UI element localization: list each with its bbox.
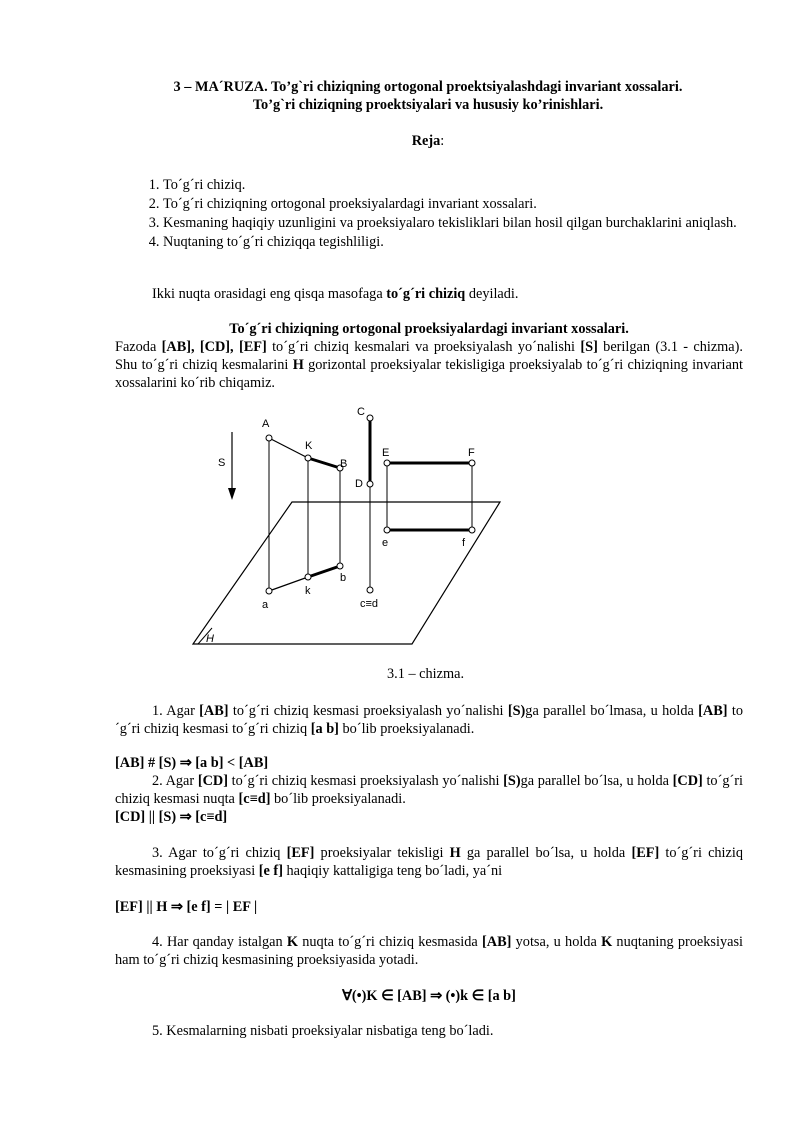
text: gorizontal proeksiyalar tekisligiga proeksiyalab to´g´ri chiziqning invariant xossalarini ko´rib chiqamiz. [115,357,743,391]
figure-caption: 3.1 – chizma. [387,666,465,682]
plan-colon: : [440,133,445,149]
point-k-proj [305,574,311,580]
text: nuqtaning proeksiyasi ham to´g´ri chiziq kesmasining proeksiyasida yotadi. [115,934,743,968]
point-f-proj [469,527,475,533]
segment-kb [308,458,340,468]
point-e-proj [384,527,390,533]
formula-text: [EF] || H ⇒ [e f] = | EF | [115,899,258,915]
text: yotsa, u holda [511,934,602,950]
label-cd: c≡d [360,598,379,610]
label-C: C [357,406,365,418]
rule-5: 5. Kesmalarning nisbati proeksiyalar nisbatiga teng bo´ladi. [152,1023,494,1039]
plan-heading [110,133,746,150]
formula-text: [AB] # [S) ⇒ [a b] < [AB] [115,755,269,771]
section-paragraph [115,338,743,392]
plan-list [116,176,793,252]
formula-3 [115,898,743,916]
plane-h [193,502,500,644]
rule-1 [115,702,743,738]
point-f [469,460,475,466]
text-bold: K [601,934,613,950]
s-arrow-head [228,488,236,500]
point-cd-proj [367,587,373,593]
definition-text: Ikki nuqta orasidagi eng qisqa masofaga [152,286,387,302]
text-bold: [e f] [258,863,283,879]
text-bold: [AB] [482,934,512,950]
section-heading-text: To´g´ri chiziqning ortogonal proeksiyalardagi invariant xossalari. [229,321,629,337]
text: bo´lib proeksiyalanadi. [338,721,475,737]
text: to´g´ri chiziq kesmasi to´g´ri chiziq [115,703,743,737]
point-a-proj [266,588,272,594]
text: ga parallel bo´lsa, u holda [460,845,632,861]
text-bold: [a b] [310,721,339,737]
point-d [367,481,373,487]
projection-figure [180,400,520,655]
label-a: a [262,599,269,611]
plan-item: 1. To´g´ri chiziq. [163,176,793,194]
definition-text-end: deyiladi. [465,286,519,302]
text: Fazoda [115,339,162,355]
text: proeksiyalar tekisligi [314,845,450,861]
label-F: F [468,447,475,459]
rule-2 [115,772,743,808]
text: to´g´ri chiziq kesmalari va proeksiyalash yo´nalishi [266,339,581,355]
text: 4. Har qanday istalgan [152,934,287,950]
text-bold: [EF] [631,845,660,861]
text-bold: H [292,357,304,373]
text-bold: [AB] [698,703,728,719]
rule-4 [115,933,743,969]
label-H: H [206,633,214,645]
text-bold: [CD] [672,773,703,789]
segment-kb-projection [308,566,340,577]
plan-item: 3. Kesmaning haqiqiy uzunligini va proeksiyalaro tekisliklari bilan hosil qilgan burchaklarini aniqlash. [163,214,793,232]
text: to´g´ri chiziq kesmasi proeksiyalash yo´nalishi [228,703,508,719]
segment-ak-projection [269,577,308,591]
text-bold: K [286,934,299,950]
formula-1 [115,754,743,772]
text: to´g´ri chiziq kesmasi proeksiyalash yo´nalishi [227,773,504,789]
plan-item: 4. Nuqtaning to´g´ri chiziqqa tegishliligi. [163,233,793,251]
text-bold: [S) [507,703,526,719]
label-S: S [218,457,226,469]
text: berilgan (3.1 - chizma). Shu to´g´ri chiziq kesmalarini [115,339,743,373]
label-b: b [340,572,347,584]
section-heading [115,320,743,338]
label-E: E [382,447,390,459]
label-k: k [305,585,311,597]
definition-term: to´g´ri chiziq [386,286,466,302]
formula-4 [115,987,743,1005]
text: ga parallel bo´lsa, u holda [520,773,673,789]
text: 2. Agar [152,773,198,789]
text: nuqta to´g´ri chiziq kesmasida [298,934,483,950]
rule-3 [115,844,743,880]
label-e: e [382,537,389,549]
label-K: K [305,440,313,452]
text: to´g´ri chiziq kesmasining proeksiyasi [115,845,743,879]
text: 1. Agar [152,703,200,719]
lecture-title-line2: To’g`ri chiziqning proektsiyalari va hususiy ko’rinishlari. [252,97,604,113]
text: 3. Agar to´g´ri chiziq [152,845,287,861]
label-B: B [340,458,348,470]
point-e [384,460,390,466]
text-bold: [S) [503,773,521,789]
text: haqiqiy kattaligiga teng bo´ladi, ya´ni [282,863,503,879]
text-bold: H [449,845,461,861]
text-bold: [EF] [286,845,315,861]
point-k [305,455,311,461]
point-a [266,435,272,441]
text-bold: [AB], [CD], [EF] [161,339,267,355]
formula-text: ∀(•)K ∈ [AB] ⇒ (•)k ∈ [a b] [342,988,516,1004]
formula-2 [115,808,743,826]
point-c [367,415,373,421]
text-bold: [AB] [199,703,229,719]
text-bold: [c≡d] [238,791,271,807]
plan-label: Reja [411,133,441,149]
segment-ak [269,438,308,458]
text-bold: [S] [580,339,598,355]
text: bo´lib proeksiyalanadi. [270,791,406,807]
definition-paragraph [115,285,743,303]
label-f: f [462,537,466,549]
point-b-proj [337,563,343,569]
text: to´g´ri chiziq kesmasi nuqta [115,773,743,807]
label-A: A [262,418,270,430]
text-bold: [CD] [197,773,228,789]
lecture-title-line1: 3 – MA´RUZA. To’g`ri chiziqning ortogonal proektsiyalashdagi invariant xossalari. [173,79,683,95]
text: ga parallel bo´lmasa, u holda [525,703,699,719]
plan-item: 2. To´g´ri chiziqning ortogonal proeksiyalardagi invariant xossalari. [163,195,793,213]
formula-text: [CD] || [S) ⇒ [c≡d] [115,809,228,825]
label-D: D [355,478,363,490]
